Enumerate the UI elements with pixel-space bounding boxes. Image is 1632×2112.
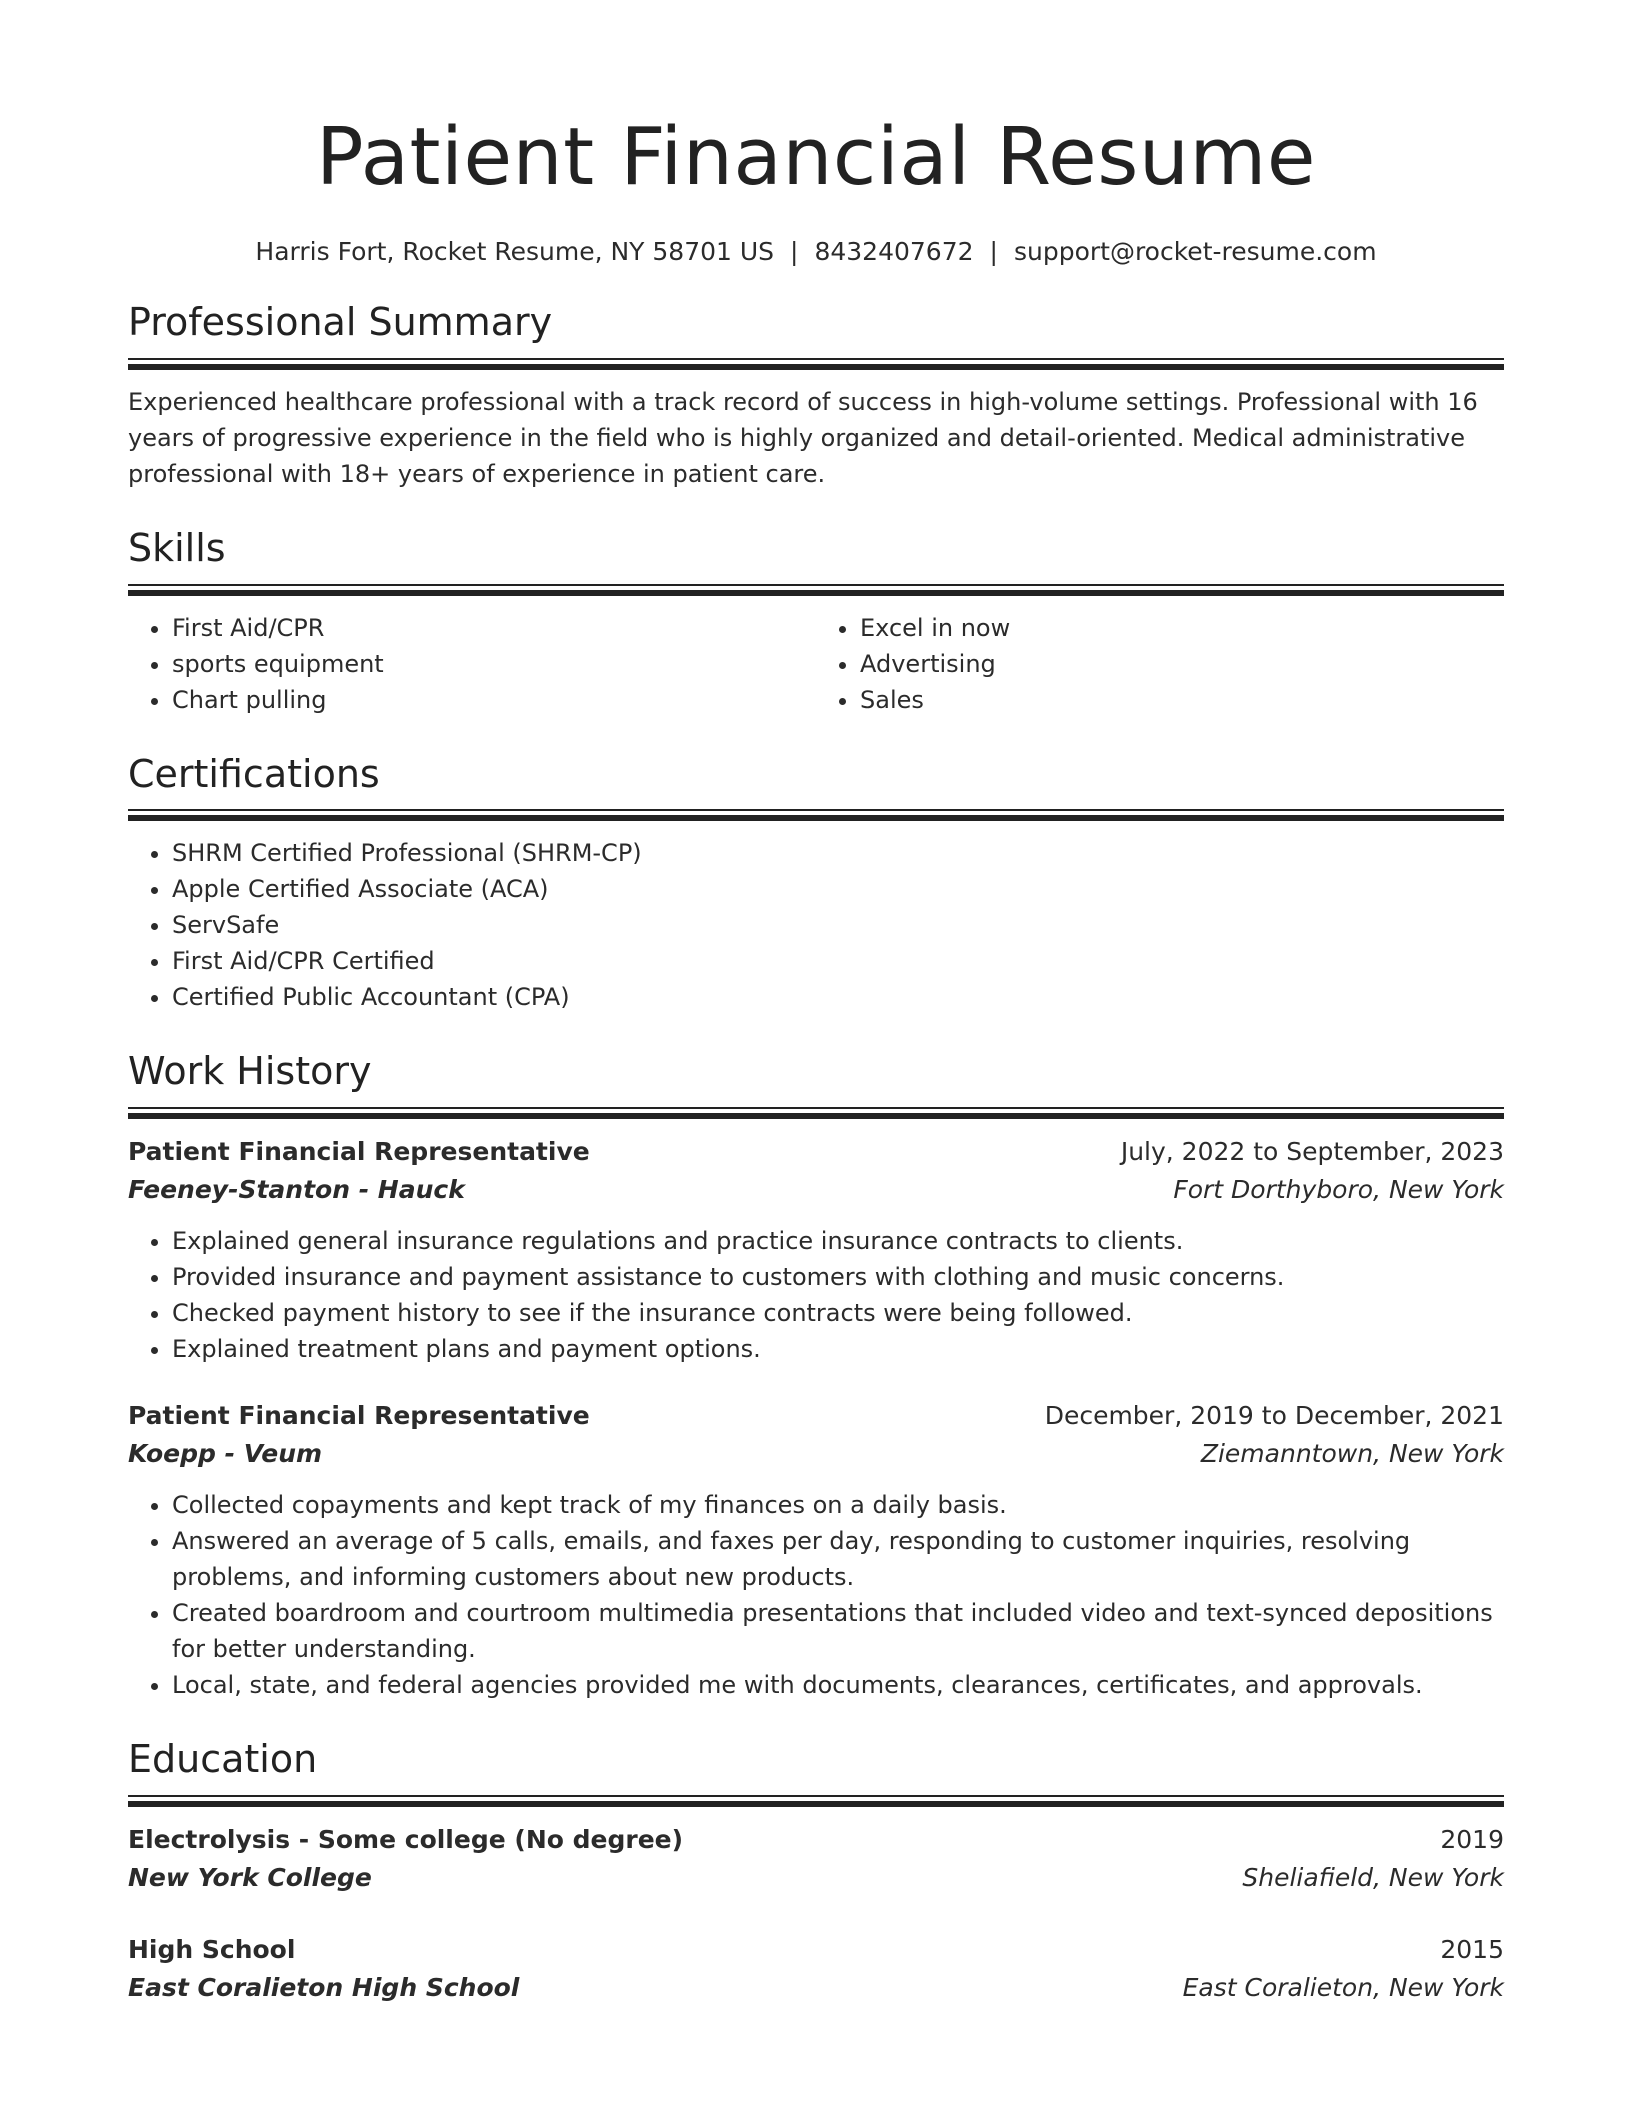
section-divider (128, 1107, 1504, 1119)
section-title: Certifications (128, 751, 380, 796)
job-title: Patient Financial Representative (128, 1137, 590, 1167)
education-entry (128, 1821, 1504, 1897)
contact-separator: | (790, 237, 799, 266)
education-school: New York College (128, 1862, 372, 1892)
job-company-row (128, 1171, 1504, 1209)
job-location: Ziemanntown, New York (1200, 1439, 1504, 1469)
section-divider (128, 1795, 1504, 1807)
skill-item: • sports equipment (172, 646, 816, 682)
certifications-section (128, 751, 1504, 1016)
education-degree: High School (128, 1934, 296, 1964)
education-school-row (128, 1859, 1504, 1897)
skills-list-left (128, 610, 816, 718)
work-history-section (128, 1051, 1504, 1703)
job-bullet: • Collected copayments and kept track of my finances on a daily basis. (172, 1487, 1504, 1523)
job-company-row (128, 1435, 1504, 1473)
skill-item: • First Aid/CPR (172, 610, 816, 646)
skill-item: • Sales (860, 682, 1504, 718)
education-year: 2019 (1440, 1824, 1504, 1854)
job-location: Fort Dorthyboro, New York (1173, 1175, 1504, 1205)
skills-section (128, 525, 1504, 718)
section-divider (128, 809, 1504, 821)
skill-item: • Advertising (860, 646, 1504, 682)
education-school-row (128, 1969, 1504, 2007)
job-bullets (128, 1487, 1504, 1703)
job-header-row (128, 1133, 1504, 1171)
certification-item: • ServSafe (172, 907, 1504, 943)
summary-section (128, 302, 1504, 492)
education-location: Sheliafield, New York (1242, 1862, 1504, 1892)
section-title: Skills (128, 525, 226, 570)
skill-item: • Excel in now (860, 610, 1504, 646)
certification-item: • Apple Certified Associate (ACA) (172, 871, 1504, 907)
job-bullet: • Local, state, and federal agencies provided me with documents, clearances, certificates, and approvals. (172, 1667, 1504, 1703)
education-school: East Coralieton High School (128, 1972, 520, 2002)
contact-email: support@rocket-resume.com (1013, 237, 1377, 266)
skill-item: • Chart pulling (172, 682, 816, 718)
contact-line (128, 237, 1504, 266)
section-title: Education (128, 1737, 318, 1782)
job-dates: July, 2022 to September, 2023 (1120, 1137, 1504, 1167)
education-degree: Electrolysis - Some college (No degree) (128, 1824, 684, 1854)
contact-separator: | (989, 237, 998, 266)
section-title: Work History (128, 1049, 372, 1094)
job-bullets (128, 1223, 1504, 1367)
job-bullet: • Explained treatment plans and payment options. (172, 1331, 1504, 1367)
certification-item: • First Aid/CPR Certified (172, 943, 1504, 979)
job-bullet: • Provided insurance and payment assistance to customers with clothing and music concerns. (172, 1259, 1504, 1295)
certification-item: • SHRM Certified Professional (SHRM-CP) (172, 835, 1504, 871)
job-header-row (128, 1397, 1504, 1435)
section-divider (128, 584, 1504, 596)
contact-phone: 8432407672 (814, 237, 974, 266)
summary-text: Experienced healthcare professional with a track record of success in high-volume settings. Professional with 16 years of progressive experience in the field who is highly organized and detail-oriented. Medical administrative professional with 18+ years of experience in patient care. (128, 387, 1478, 488)
education-section (128, 1739, 1504, 2007)
job-entry (128, 1397, 1504, 1703)
job-dates: December, 2019 to December, 2021 (1044, 1401, 1504, 1431)
job-bullet: • Explained general insurance regulations and practice insurance contracts to clients. (172, 1223, 1504, 1259)
education-location: East Coralieton, New York (1182, 1972, 1504, 2002)
job-title: Patient Financial Representative (128, 1401, 590, 1431)
contact-address: Harris Fort, Rocket Resume, NY 58701 US (255, 237, 775, 266)
job-entry (128, 1133, 1504, 1367)
job-bullet: • Answered an average of 5 calls, emails, and faxes per day, responding to customer inquiries, resolving problems, and informing customers about new products. (172, 1523, 1504, 1595)
education-header-row (128, 1821, 1504, 1859)
resume-title: Patient Financial Resume (316, 111, 1316, 203)
certifications-list (128, 835, 1504, 1015)
section-divider (128, 358, 1504, 370)
job-company: Koepp - Veum (128, 1439, 323, 1469)
skills-list-right (816, 610, 1504, 718)
education-header-row (128, 1931, 1504, 1969)
job-bullet: • Created boardroom and courtroom multimedia presentations that included video and text-synced depositions for better understanding. (172, 1595, 1504, 1667)
job-bullet: • Checked payment history to see if the insurance contracts were being followed. (172, 1295, 1504, 1331)
education-year: 2015 (1440, 1934, 1504, 1964)
skills-columns (128, 610, 1504, 718)
education-entry (128, 1931, 1504, 2007)
job-company: Feeney-Stanton - Hauck (128, 1175, 465, 1205)
certification-item: • Certified Public Accountant (CPA) (172, 979, 1504, 1015)
section-title: Professional Summary (128, 300, 553, 344)
